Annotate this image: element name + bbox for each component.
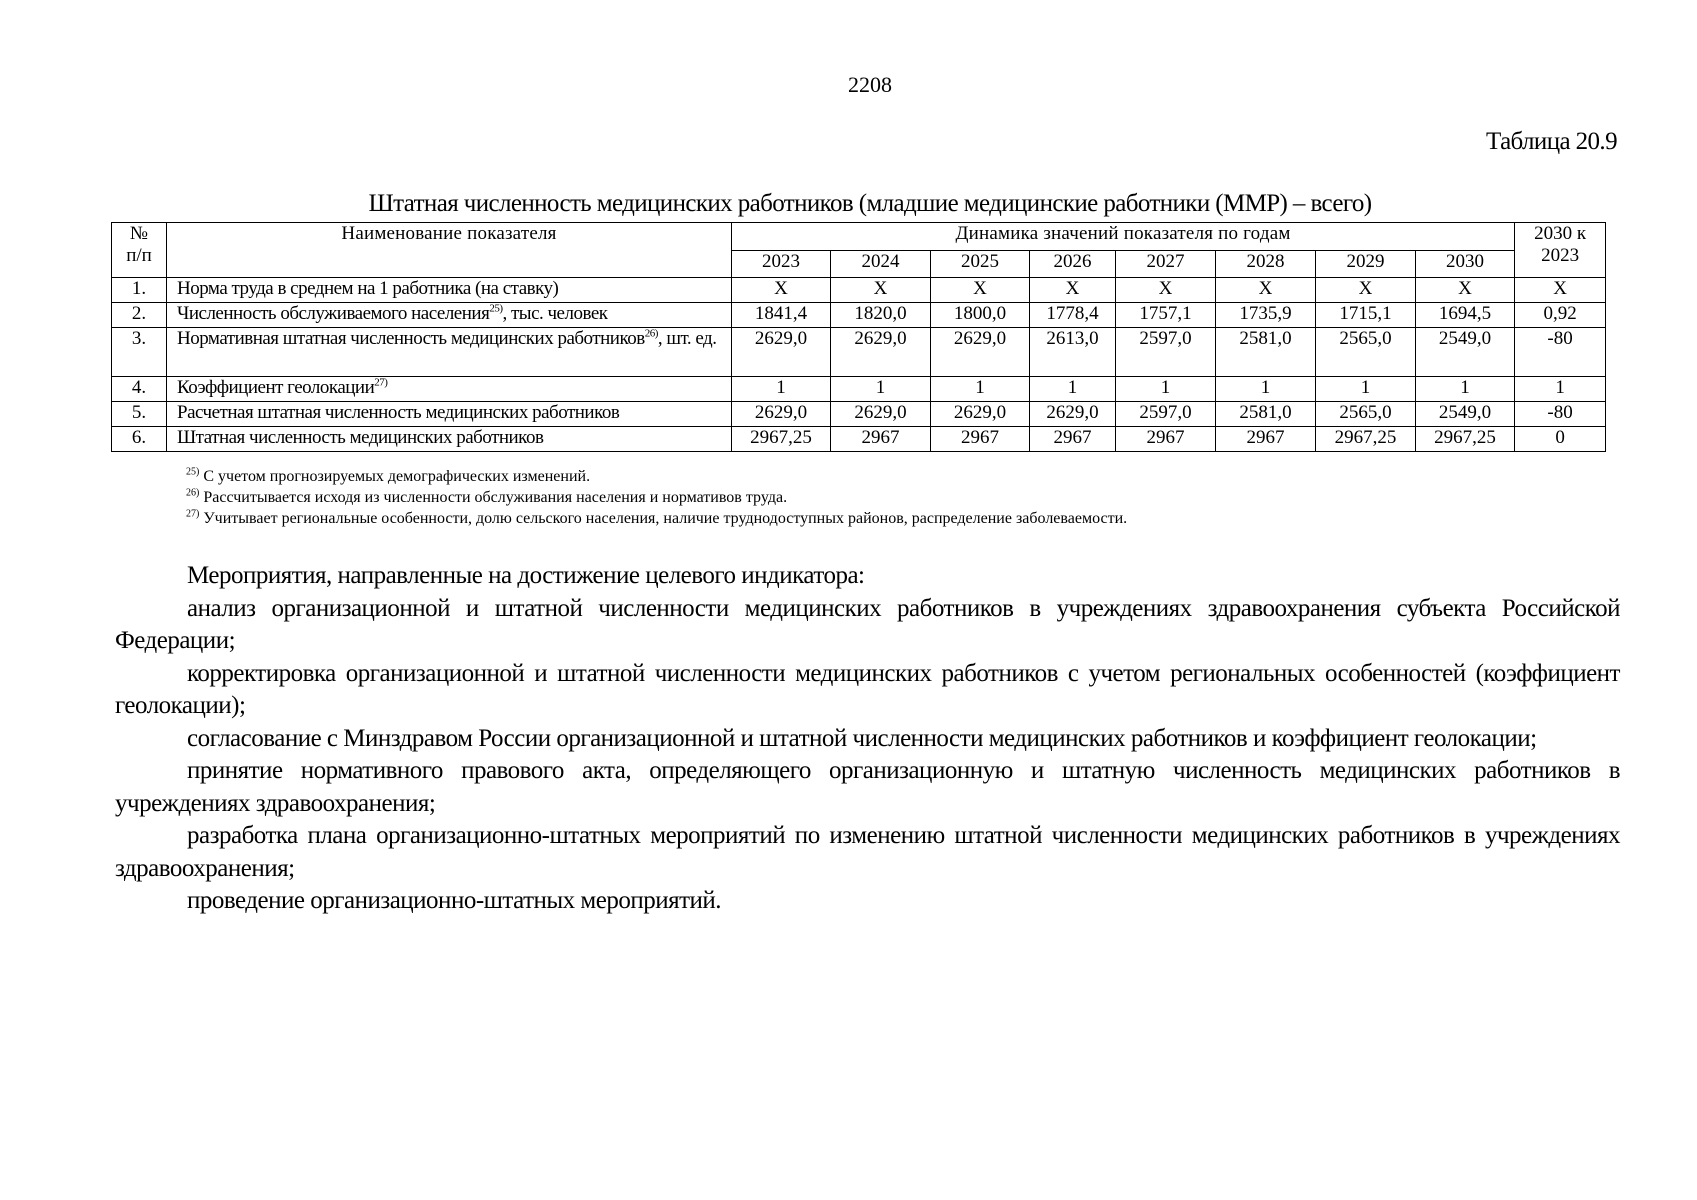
value-cell: 1778,4 — [1030, 303, 1116, 328]
footnote — [186, 487, 1127, 508]
value-cell: 2613,0 — [1030, 328, 1116, 377]
value-cell: 1 — [1116, 377, 1216, 402]
footnote-ref: 26) — [644, 327, 658, 340]
value-cell: X — [1416, 278, 1515, 303]
value-cell: 2565,0 — [1316, 402, 1416, 427]
ratio-cell: 1 — [1515, 377, 1606, 402]
table-row — [112, 402, 1606, 427]
paragraph: Мероприятия, направленные на достижение целевого индикатора: — [187, 562, 865, 589]
footnote-text: С учетом прогнозируемых демографических изменений. — [203, 468, 591, 485]
table-body — [112, 278, 1606, 452]
value-cell: 2967 — [1116, 427, 1216, 452]
ratio-cell: -80 — [1515, 328, 1606, 377]
value-cell: 2597,0 — [1116, 402, 1216, 427]
ratio-cell: X — [1515, 278, 1606, 303]
footnote-mark: 26) — [186, 487, 200, 499]
value-cell: 2967,25 — [1416, 427, 1515, 452]
row-number: 4. — [112, 377, 167, 402]
row-number: 3. — [112, 328, 167, 377]
value-cell: 2629,0 — [831, 328, 931, 377]
row-name-cell — [167, 303, 732, 328]
value-cell: 1 — [1416, 377, 1515, 402]
value-cell: 2549,0 — [1416, 402, 1515, 427]
row-name-unit: , тыс. человек — [502, 303, 608, 324]
value-cell: X — [1030, 278, 1116, 303]
row-name: Расчетная штатная численность медицинских работников — [177, 402, 620, 423]
footnote-ref: 27) — [374, 376, 388, 389]
row-name-cell — [167, 278, 732, 303]
value-cell: 1841,4 — [732, 303, 831, 328]
ratio-cell: 0 — [1515, 427, 1606, 452]
header-num-line1: № — [129, 223, 149, 244]
value-cell: 1 — [1216, 377, 1316, 402]
value-cell: 2967,25 — [732, 427, 831, 452]
ratio-cell: 0,92 — [1515, 303, 1606, 328]
footnotes — [186, 466, 1127, 529]
header-dynamics: Динамика значений показателя по годам — [732, 223, 1515, 251]
paragraph: анализ организационной и штатной численности медицинских работников в учреждениях здравоохранения субъекта Российской Федерации; — [115, 594, 1620, 654]
footnote — [186, 466, 1127, 487]
row-name-cell — [167, 328, 732, 377]
row-name: Коэффициент геолокации — [177, 377, 375, 398]
value-cell: 2581,0 — [1216, 402, 1316, 427]
header-year: 2030 — [1416, 251, 1515, 278]
value-cell: 2629,0 — [732, 402, 831, 427]
value-cell: X — [1116, 278, 1216, 303]
value-cell: X — [1316, 278, 1416, 303]
row-name: Нормативная штатная численность медицинских работников — [177, 328, 645, 349]
footnote-ref: 25) — [489, 302, 503, 315]
row-name-cell — [167, 427, 732, 452]
header-ratio — [1515, 223, 1606, 278]
header-year: 2028 — [1216, 251, 1316, 278]
footnote-text: Рассчитывается исходя из численности обслуживания населения и нормативов труда. — [203, 489, 788, 506]
footnote-text: Учитывает региональные особенности, долю сельского населения, наличие труднодоступных районов, распределение заболеваемости. — [203, 510, 1128, 527]
value-cell: 2597,0 — [1116, 328, 1216, 377]
row-number: 1. — [112, 278, 167, 303]
row-name-cell — [167, 377, 732, 402]
table-row — [112, 328, 1606, 377]
value-cell: 2967 — [931, 427, 1030, 452]
value-cell: X — [732, 278, 831, 303]
page-number: 2208 — [848, 72, 892, 97]
header-year: 2025 — [931, 251, 1030, 278]
value-cell: 2967,25 — [1316, 427, 1416, 452]
table-row — [112, 303, 1606, 328]
header-year: 2023 — [732, 251, 831, 278]
value-cell: 1 — [831, 377, 931, 402]
value-cell: 2565,0 — [1316, 328, 1416, 377]
paragraph: согласование с Минздравом России организационной и штатной численности медицинских работников и коэффициент геолокации; — [187, 724, 1537, 752]
header-year: 2029 — [1316, 251, 1416, 278]
staffing-table — [111, 222, 1606, 452]
footnote — [186, 508, 1127, 529]
table-row — [112, 377, 1606, 402]
paragraph: проведение организационно-штатных мероприятий. — [187, 887, 722, 914]
value-cell: 2581,0 — [1216, 328, 1316, 377]
value-cell: 2629,0 — [931, 402, 1030, 427]
row-name: Штатная численность медицинских работников — [177, 427, 544, 448]
value-cell: 2967 — [1030, 427, 1116, 452]
ratio-cell: -80 — [1515, 402, 1606, 427]
value-cell: 2549,0 — [1416, 328, 1515, 377]
value-cell: 1 — [732, 377, 831, 402]
table-row — [112, 278, 1606, 303]
value-cell: X — [831, 278, 931, 303]
row-name: Норма труда в среднем на 1 работника (на ставку) — [177, 278, 559, 299]
header-name: Наименование показателя — [167, 223, 732, 278]
footnote-mark: 25) — [186, 466, 200, 478]
paragraph: корректировка организационной и штатной численности медицинских работников с учетом региональных особенностей (коэффициент геолокации); — [115, 659, 1620, 719]
value-cell: 2967 — [831, 427, 931, 452]
paragraph: принятие нормативного правового акта, определяющего организационную и штатную численность медицинских работников в учреждениях здравоохранения; — [115, 757, 1620, 817]
table-row — [112, 427, 1606, 452]
value-cell: 2629,0 — [931, 328, 1030, 377]
body-text — [115, 560, 1620, 918]
value-cell: 1694,5 — [1416, 303, 1515, 328]
value-cell: 1715,1 — [1316, 303, 1416, 328]
value-cell: 2629,0 — [1030, 402, 1116, 427]
value-cell: 1735,9 — [1216, 303, 1316, 328]
row-number: 5. — [112, 402, 167, 427]
value-cell: 1757,1 — [1116, 303, 1216, 328]
header-ratio-line2: 2023 — [1541, 245, 1580, 266]
value-cell: 2629,0 — [831, 402, 931, 427]
header-year: 2026 — [1030, 251, 1116, 278]
table-header-row — [112, 223, 1606, 251]
footnote-mark: 27) — [186, 508, 200, 520]
value-cell: 2629,0 — [732, 328, 831, 377]
value-cell: 1 — [931, 377, 1030, 402]
row-number: 2. — [112, 303, 167, 328]
header-year: 2027 — [1116, 251, 1216, 278]
value-cell: 2967 — [1216, 427, 1316, 452]
value-cell: 1 — [1316, 377, 1416, 402]
table-label: Таблица 20.9 — [1486, 128, 1617, 155]
value-cell: 1800,0 — [931, 303, 1030, 328]
header-ratio-line1: 2030 к — [1534, 223, 1587, 244]
value-cell: 1820,0 — [831, 303, 931, 328]
value-cell: X — [931, 278, 1030, 303]
value-cell: X — [1216, 278, 1316, 303]
row-name-unit: , шт. ед. — [657, 328, 717, 349]
paragraph: разработка плана организационно-штатных мероприятий по изменению штатной численности медицинских работников в учреждениях здравоохранения; — [115, 822, 1620, 882]
header-num-line2: п/п — [126, 245, 152, 266]
header-num — [112, 223, 167, 278]
row-number: 6. — [112, 427, 167, 452]
row-name: Численность обслуживаемого населения — [177, 303, 490, 324]
value-cell: 1 — [1030, 377, 1116, 402]
table-title: Штатная численность медицинских работников (младшие медицинские работники (ММР) – всего) — [368, 190, 1372, 217]
header-year: 2024 — [831, 251, 931, 278]
row-name-cell — [167, 402, 732, 427]
